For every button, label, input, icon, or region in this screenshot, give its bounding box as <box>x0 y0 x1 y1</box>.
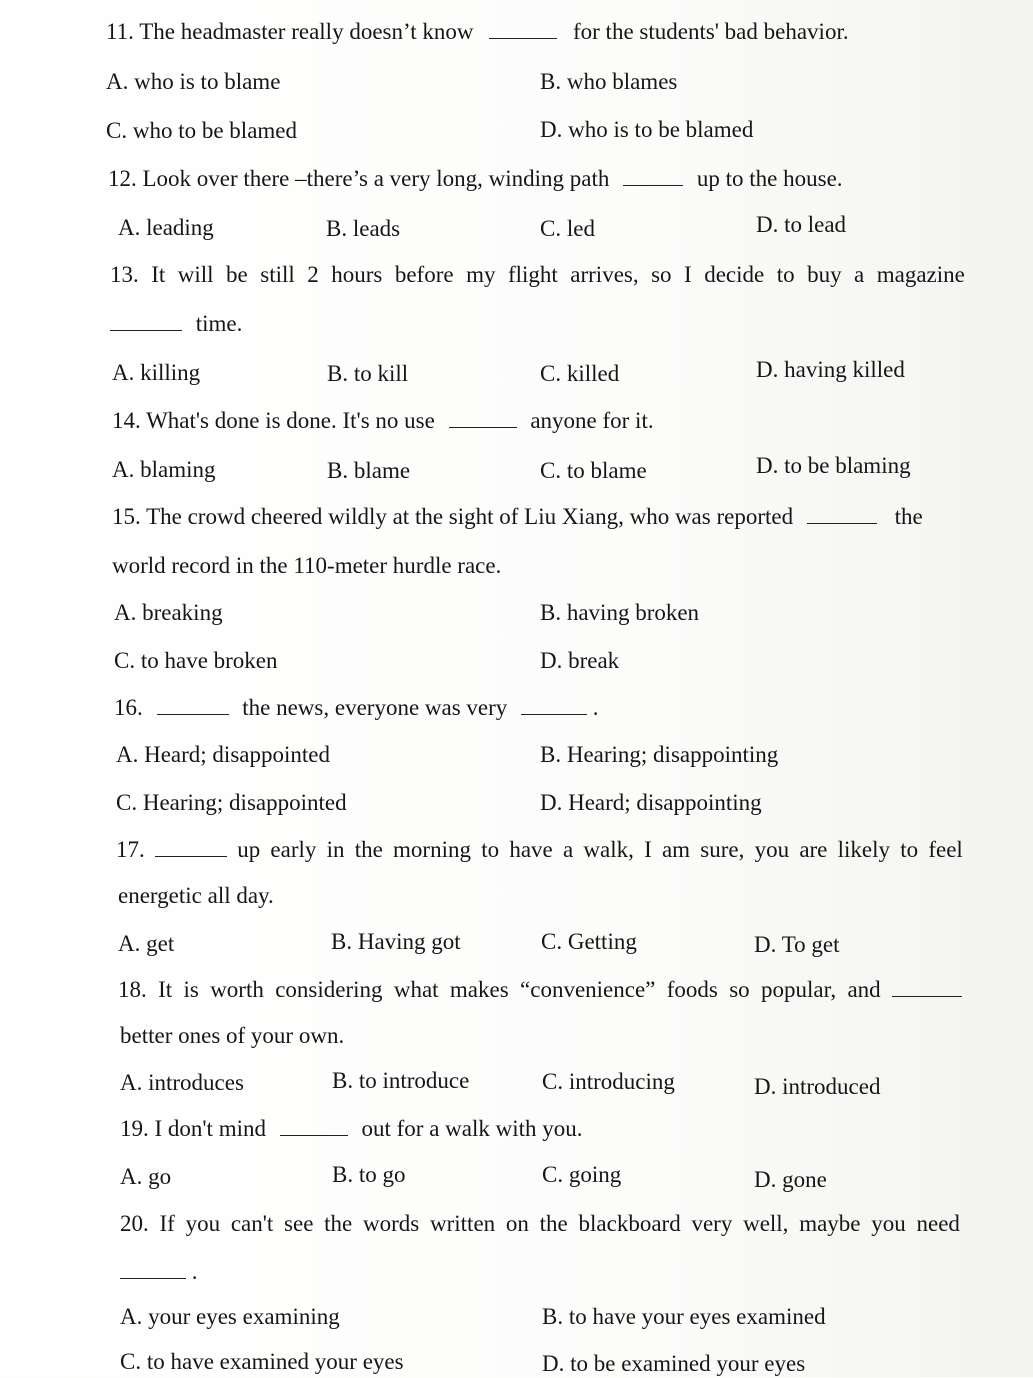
q12-stem-start: 12. Look over there –there’s a very long, winding path <box>108 166 610 191</box>
q20-word: 20. <box>120 1211 149 1236</box>
q18-word: is <box>183 977 199 1002</box>
q13-word: 2 <box>307 262 319 287</box>
q15-answer-blank <box>807 503 877 524</box>
question-19-stem <box>120 1115 583 1143</box>
q20-option-b: B. to have your eyes examined <box>542 1304 826 1329</box>
q20-word: see <box>284 1211 314 1236</box>
q19-stem-start: 19. I don't mind <box>120 1116 266 1141</box>
q16-answer-blank-2 <box>521 694 587 715</box>
q13-option-d: D. having killed <box>756 357 905 382</box>
q17-word: am <box>661 837 691 862</box>
q16-answer-blank-1 <box>157 694 229 715</box>
q13-word: a <box>854 262 865 287</box>
question-15-stem-line1 <box>112 503 923 531</box>
q20-option-a: A. your eyes examining <box>120 1304 340 1329</box>
question-12-stem <box>108 165 843 193</box>
question-18-stem-line1 <box>118 976 962 1004</box>
q18-option-a: A. introduces <box>120 1070 244 1095</box>
q20-word: the <box>539 1211 568 1236</box>
q17-word: are <box>799 837 828 862</box>
q20-option-c: C. to have examined your eyes <box>120 1349 404 1374</box>
q12-option-d: D. to lead <box>756 212 847 237</box>
q18-option-b: B. to introduce <box>332 1068 470 1093</box>
q18-word: what <box>393 977 439 1002</box>
q17-word: you <box>754 837 790 862</box>
q13-word: buy <box>807 262 842 287</box>
q16-option-d: D. Heard; disappointing <box>540 790 762 815</box>
q12-stem-end: up to the house. <box>696 166 843 191</box>
q17-answer-blank <box>155 836 227 857</box>
q13-word: flight <box>507 262 558 287</box>
q16-stem-end: . <box>592 695 599 720</box>
q18-word: It <box>158 977 173 1002</box>
q18-word: worth <box>210 977 264 1002</box>
q16-stem-mid: the news, everyone was very <box>242 695 508 720</box>
q14-option-c: C. to blame <box>540 458 647 483</box>
q20-stem-end: . <box>191 1259 198 1284</box>
q11-option-b: B. who blames <box>540 69 678 94</box>
q17-word: in <box>326 837 345 862</box>
q13-word: hours <box>331 262 383 287</box>
q19-option-a: A. go <box>120 1164 172 1189</box>
question-16-stem <box>114 694 599 722</box>
q13-answer-blank <box>110 310 182 331</box>
q13-option-b: B. to kill <box>327 361 409 386</box>
q16-option-c: C. Hearing; disappointed <box>116 790 347 815</box>
q20-word: blackboard <box>578 1211 681 1236</box>
q15-option-b: B. having broken <box>540 600 700 625</box>
q17-word: I <box>644 837 652 862</box>
q18-word: foods <box>666 977 718 1002</box>
q20-word: you <box>871 1211 906 1236</box>
q14-stem-start: 14. What's done is done. It's no use <box>112 408 435 433</box>
q13-word: be <box>226 262 248 287</box>
question-14-stem <box>112 407 654 435</box>
q18-option-c: C. introducing <box>542 1069 675 1094</box>
q11-stem-end: for the students' bad behavior. <box>572 19 849 44</box>
q13-word: magazine <box>876 262 965 287</box>
q20-word: can't <box>230 1211 274 1236</box>
q17-word: the <box>354 837 383 862</box>
q20-word: very <box>691 1211 733 1236</box>
q20-word: maybe <box>799 1211 861 1236</box>
q15-option-a: A. breaking <box>114 600 223 625</box>
question-18-stem-line2: better ones of your own. <box>120 1023 345 1048</box>
q20-answer-blank <box>120 1258 186 1279</box>
q11-stem-start: 11. The headmaster really doesn’t know <box>106 19 474 44</box>
q12-option-b: B. leads <box>326 216 401 241</box>
q18-word: popular, <box>761 977 837 1002</box>
q17-word: to <box>481 837 500 862</box>
q13-option-c: C. killed <box>540 361 620 386</box>
q11-answer-blank <box>489 18 557 39</box>
q17-word: have <box>509 837 553 862</box>
q19-option-c: C. going <box>542 1162 622 1187</box>
q13-word: arrives, <box>570 262 639 287</box>
q20-word: the <box>324 1211 353 1236</box>
q17-word: up <box>237 837 261 862</box>
q13-word: so <box>651 262 672 287</box>
q13-word: 13. <box>110 262 139 287</box>
question-13-stem-line2 <box>110 310 242 338</box>
q13-word: will <box>177 262 214 287</box>
question-11-stem <box>106 18 849 46</box>
q12-option-a: A. leading <box>118 215 214 240</box>
q18-word: and <box>847 977 881 1002</box>
q17-word: feel <box>928 837 963 862</box>
q20-word: words <box>363 1211 420 1236</box>
q18-word: 18. <box>118 977 147 1002</box>
question-13-stem-line1 <box>110 261 965 289</box>
q19-option-b: B. to go <box>332 1162 406 1187</box>
q19-answer-blank <box>280 1115 348 1136</box>
q17-word: walk, <box>583 837 634 862</box>
q15-stem-start: 15. The crowd cheered wildly at the sight of Liu Xiang, who was reported <box>112 504 794 529</box>
q19-option-d: D. gone <box>754 1167 827 1192</box>
q16-option-a: A. Heard; disappointed <box>116 742 330 767</box>
q16-option-b: B. Hearing; disappointing <box>540 742 779 767</box>
q14-option-b: B. blame <box>327 458 411 483</box>
q16-number: 16. <box>114 695 143 720</box>
q18-option-d: D. introduced <box>754 1074 881 1099</box>
q20-word: If <box>159 1211 175 1236</box>
q15-option-c: C. to have broken <box>114 648 278 673</box>
q20-word: well, <box>743 1211 789 1236</box>
q13-word: It <box>151 262 166 287</box>
q17-word: sure, <box>700 837 745 862</box>
q13-word: my <box>466 262 496 287</box>
q18-word: makes <box>449 977 509 1002</box>
q17-option-c: C. Getting <box>541 929 637 954</box>
q17-number: 17. <box>116 837 145 862</box>
q14-stem-end: anyone for it. <box>530 408 654 433</box>
q17-word: a <box>562 837 574 862</box>
q17-word: early <box>270 837 317 862</box>
question-20-stem-line2 <box>120 1258 198 1286</box>
q20-word: you <box>185 1211 221 1236</box>
q13-word: decide <box>704 262 765 287</box>
q17-option-d: D. To get <box>754 932 840 957</box>
q11-option-a: A. who is to blame <box>106 69 281 94</box>
q17-option-b: B. Having got <box>331 929 461 954</box>
q19-stem-end: out for a walk with you. <box>361 1116 583 1141</box>
q15-stem-end: the <box>894 504 923 529</box>
q20-word: need <box>916 1211 960 1236</box>
question-17-stem-line1 <box>116 836 963 864</box>
q18-word: considering <box>275 977 383 1002</box>
q20-word: on <box>505 1211 529 1236</box>
question-15-stem-line2: world record in the 110-meter hurdle race. <box>112 553 502 578</box>
q11-option-d: D. who is to be blamed <box>540 117 754 142</box>
q17-word: likely <box>837 837 890 862</box>
q15-option-d: D. break <box>540 648 620 673</box>
q12-option-c: C. led <box>540 216 595 241</box>
q14-answer-blank <box>449 407 517 428</box>
q13-word: before <box>394 262 454 287</box>
q17-option-a: A. get <box>118 931 175 956</box>
q11-option-c: C. who to be blamed <box>106 118 297 143</box>
q13-stem-end: time. <box>195 311 243 336</box>
q18-answer-blank <box>892 976 962 997</box>
question-20-stem-line1 <box>120 1210 960 1238</box>
q14-option-a: A. blaming <box>112 457 216 482</box>
q20-word: written <box>430 1211 496 1236</box>
q13-word: to <box>776 262 795 287</box>
question-17-stem-line2: energetic all day. <box>118 883 274 908</box>
q20-option-d: D. to be examined your eyes <box>542 1351 806 1376</box>
q14-option-d: D. to be blaming <box>756 453 911 478</box>
q13-word: I <box>684 262 692 287</box>
q13-option-a: A. killing <box>112 360 201 385</box>
q17-word: to <box>900 837 919 862</box>
q18-word: “convenience” <box>520 977 656 1002</box>
q18-word: so <box>729 977 750 1002</box>
q13-word: still <box>260 262 295 287</box>
q12-answer-blank <box>623 165 683 186</box>
q17-word: morning <box>393 837 471 862</box>
